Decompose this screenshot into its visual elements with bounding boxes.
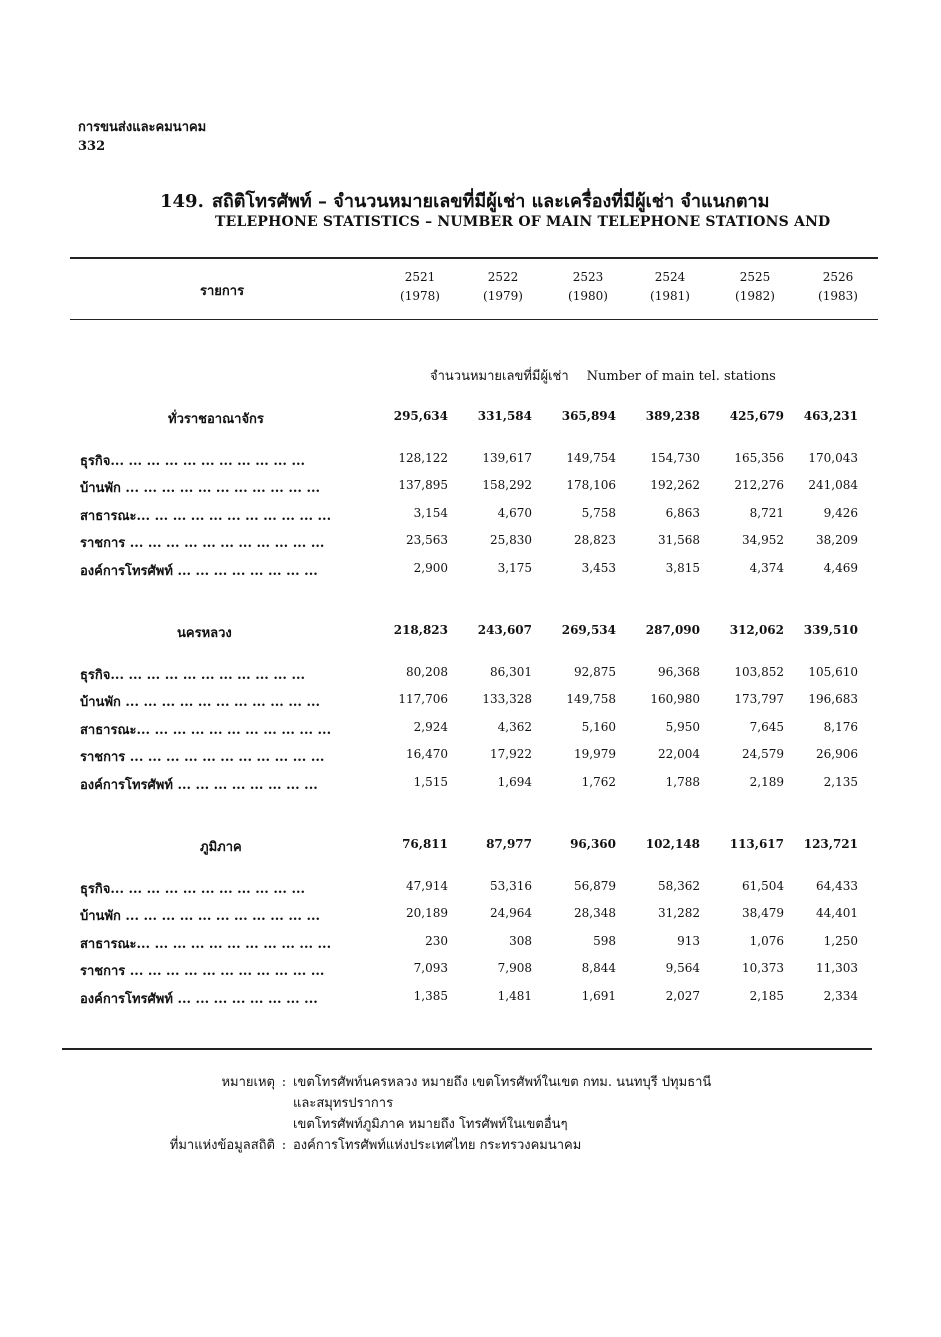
table-cell: 192,262	[650, 478, 700, 493]
year-be: 2523	[572, 270, 604, 284]
table-cell: 3,154	[413, 505, 448, 520]
remark-label: หมายเหตุ	[221, 1075, 275, 1090]
table-number: 149.	[160, 191, 204, 212]
year-be: 2526	[822, 270, 854, 284]
table-cell: 170,043	[808, 451, 858, 465]
table-row-label: องค์การโทรศัพท์ ... ... ... ... ... ... ... ...	[80, 777, 318, 793]
table-cell: 10,373	[742, 961, 784, 976]
table-cell: 23,563	[406, 533, 448, 548]
remark-line-1: หมายเหตุ : เขตโทรศัพท์นครหลวง หมายถึง เขตโทรศัพท์ในเขต กทม. นนทบุรี ปทุมธานี	[115, 1072, 711, 1093]
group-total-cell: 113,617	[729, 837, 784, 851]
table-cell: 92,875	[574, 665, 616, 679]
table-cell: 19,979	[574, 747, 616, 762]
table-cell: 28,823	[574, 533, 616, 548]
year-be: 2522	[487, 270, 519, 284]
table-row-label: ราชการ ... ... ... ... ... ... ... ... ... ... ...	[80, 964, 325, 980]
source-label: ที่มาแห่งข้อมูลสถิติ	[169, 1138, 275, 1153]
table-cell: 7,908	[497, 961, 532, 976]
table-cell: 22,004	[658, 747, 700, 762]
group-total-cell: 243,607	[477, 623, 532, 637]
table-row-label: บ้านพัก ... ... ... ... ... ... ... ... ... ... ...	[80, 909, 321, 925]
table-cell: 3,815	[665, 560, 700, 575]
table-row-label: ธุรกิจ... ... ... ... ... ... ... ... ... ... ...	[80, 668, 306, 683]
table-cell: 1,691	[581, 988, 616, 1003]
source-line: ที่มาแห่งข้อมูลสถิติ : องค์การโทรศัพท์แห่งประเทศไทย กระทรวงคมนาคม	[115, 1135, 711, 1156]
table-cell: 38,209	[816, 533, 858, 548]
year-column-header	[625, 268, 715, 306]
table-cell: 8,176	[823, 719, 858, 734]
year-column-header	[793, 268, 883, 306]
table-cell: 5,160	[581, 719, 616, 734]
group-total-cell: 269,534	[561, 623, 616, 637]
table-cell: 24,579	[742, 747, 784, 762]
table-cell: 9,564	[665, 961, 700, 976]
table-cell: 8,721	[749, 505, 784, 520]
bottom-rule	[62, 1048, 872, 1050]
table-cell: 598	[593, 933, 616, 948]
year-be: 2524	[654, 270, 686, 284]
table-cell: 11,303	[816, 961, 858, 976]
table-cell: 3,453	[581, 560, 616, 575]
table-cell: 4,374	[749, 560, 784, 575]
table-cell: 2,185	[749, 988, 784, 1003]
group-total-cell: 96,360	[570, 837, 616, 851]
group-total-cell: 218,823	[393, 623, 448, 637]
table-cell: 2,189	[749, 774, 784, 789]
group-total-cell: 287,090	[645, 623, 700, 637]
table-cell: 9,426	[823, 505, 858, 520]
table-cell: 4,362	[497, 719, 532, 734]
table-cell: 1,076	[749, 933, 784, 948]
table-cell: 103,852	[734, 665, 784, 679]
table-cell: 16,470	[406, 747, 448, 762]
header-bottom-rule	[70, 319, 878, 320]
table-cell: 47,914	[406, 879, 448, 893]
table-row-label: ราชการ ... ... ... ... ... ... ... ... ... ... ...	[80, 536, 325, 552]
table-cell: 1,515	[413, 774, 448, 789]
top-rule	[70, 257, 878, 259]
table-cell: 308	[509, 933, 532, 948]
table-cell: 117,706	[398, 692, 448, 707]
title-thai-text: สถิติโทรศัพท์ – จำนวนหมายเลขที่มีผู้เช่า และเครื่องที่มีผู้เช่า จำแนกตาม	[211, 191, 770, 212]
table-cell: 1,694	[497, 774, 532, 789]
group-total-cell: 76,811	[402, 837, 448, 851]
table-cell: 7,093	[413, 961, 448, 976]
source-text: องค์การโทรศัพท์แห่งประเทศไทย กระทรวงคมนาคม	[293, 1138, 582, 1153]
table-cell: 31,568	[658, 533, 700, 548]
year-ce: (1979)	[483, 289, 523, 303]
table-cell: 1,385	[413, 988, 448, 1003]
group-total-cell: 339,510	[803, 623, 858, 637]
table-row-label: องค์การโทรศัพท์ ... ... ... ... ... ... ... ...	[80, 563, 318, 579]
table-row-label: สาธารณะ... ... ... ... ... ... ... ... ... ... ...	[80, 722, 332, 738]
table-cell: 154,730	[650, 451, 700, 465]
table-cell: 25,830	[490, 533, 532, 548]
table-cell: 133,328	[482, 692, 532, 707]
table-cell: 230	[425, 933, 448, 948]
table-cell: 5,758	[581, 505, 616, 520]
year-column-header	[375, 268, 465, 306]
remark-text-2: และสมุทรปราการ	[293, 1096, 394, 1111]
group-total-cell: 389,238	[645, 409, 700, 423]
table-cell: 26,906	[816, 747, 858, 762]
table-cell: 149,754	[566, 451, 616, 465]
table-cell: 61,504	[742, 879, 784, 893]
table-cell: 80,208	[406, 665, 448, 679]
group-total-cell: 87,977	[486, 837, 532, 851]
group-total-cell: 102,148	[645, 837, 700, 851]
group-label: ทั่วราชอาณาจักร	[168, 412, 264, 427]
table-row-label: ธุรกิจ... ... ... ... ... ... ... ... ... ... ...	[80, 882, 306, 897]
table-cell: 5,950	[665, 719, 700, 734]
remark-text-3: เขตโทรศัพท์ภูมิภาค หมายถึง โทรศัพท์ในเขตอื่นๆ	[293, 1117, 568, 1132]
group-label: นครหลวง	[177, 626, 232, 641]
year-ce: (1980)	[568, 289, 608, 303]
table-cell: 3,175	[497, 560, 532, 575]
page-number: 332	[78, 139, 106, 154]
table-row-label: ธุรกิจ... ... ... ... ... ... ... ... ... ... ...	[80, 454, 306, 469]
table-cell: 44,401	[816, 906, 858, 921]
table-row-label: สาธารณะ... ... ... ... ... ... ... ... ... ... ...	[80, 936, 332, 952]
group-total-cell: 425,679	[729, 409, 784, 423]
table-cell: 34,952	[742, 533, 784, 548]
remark-line-3	[115, 1114, 711, 1135]
table-cell: 6,863	[665, 505, 700, 520]
table-cell: 2,924	[413, 719, 448, 734]
table-cell: 7,645	[749, 719, 784, 734]
table-row-label: ราชการ ... ... ... ... ... ... ... ... ... ... ...	[80, 750, 325, 766]
table-cell: 160,980	[650, 692, 700, 707]
subheading-thai: จำนวนหมายเลขที่มีผู้เช่า	[430, 369, 569, 384]
table-cell: 4,469	[823, 560, 858, 575]
table-cell: 1,250	[823, 933, 858, 948]
table-cell: 241,084	[808, 478, 858, 493]
table-cell: 86,301	[490, 665, 532, 679]
table-row-label: บ้านพัก ... ... ... ... ... ... ... ... ... ... ...	[80, 695, 321, 711]
year-ce: (1978)	[400, 289, 440, 303]
table-cell: 64,433	[816, 879, 858, 893]
table-cell: 165,356	[734, 451, 784, 465]
table-cell: 1,788	[665, 774, 700, 789]
group-total-cell: 365,894	[561, 409, 616, 423]
year-be: 2525	[739, 270, 771, 284]
remark-line-2	[115, 1093, 711, 1114]
table-cell: 2,334	[823, 988, 858, 1003]
section-title: การขนส่งและคมนาคม	[78, 120, 207, 135]
table-cell: 4,670	[497, 505, 532, 520]
table-row-label: บ้านพัก ... ... ... ... ... ... ... ... ... ... ...	[80, 481, 321, 497]
table-cell: 137,895	[398, 478, 448, 493]
table-row-label: องค์การโทรศัพท์ ... ... ... ... ... ... ... ...	[80, 991, 318, 1007]
table-cell: 58,362	[658, 879, 700, 893]
subheading-english: Number of main tel. stations	[586, 369, 776, 384]
table-cell: 96,368	[658, 665, 700, 679]
year-column-header	[458, 268, 548, 306]
group-total-cell: 463,231	[803, 409, 858, 423]
table-subheading	[430, 365, 776, 386]
table-row-label: สาธารณะ... ... ... ... ... ... ... ... ... ... ...	[80, 508, 332, 524]
table-cell: 139,617	[482, 451, 532, 465]
table-cell: 1,762	[581, 774, 616, 789]
group-total-cell: 312,062	[729, 623, 784, 637]
year-ce: (1982)	[735, 289, 775, 303]
table-cell: 56,879	[574, 879, 616, 893]
table-cell: 149,758	[566, 692, 616, 707]
group-label: ภูมิภาค	[200, 840, 242, 855]
table-cell: 173,797	[734, 692, 784, 707]
table-cell: 178,106	[566, 478, 616, 493]
table-cell: 38,479	[742, 906, 784, 921]
group-total-cell: 331,584	[477, 409, 532, 423]
item-column-header: รายการ	[200, 284, 245, 299]
table-cell: 17,922	[490, 747, 532, 762]
table-cell: 2,027	[665, 988, 700, 1003]
table-cell: 2,135	[823, 774, 858, 789]
table-cell: 8,844	[581, 961, 616, 976]
table-cell: 28,348	[574, 906, 616, 921]
table-title-thai	[160, 186, 769, 215]
group-total-cell: 295,634	[393, 409, 448, 423]
table-cell: 20,189	[406, 906, 448, 921]
table-title-english: TELEPHONE STATISTICS – NUMBER OF MAIN TELEPHONE STATIONS AND	[215, 214, 831, 230]
group-total-cell: 123,721	[803, 837, 858, 851]
table-cell: 105,610	[808, 665, 858, 679]
table-cell: 1,481	[497, 988, 532, 1003]
table-cell: 53,316	[490, 879, 532, 893]
table-cell: 24,964	[490, 906, 532, 921]
page-header	[78, 118, 206, 156]
table-cell: 196,683	[808, 692, 858, 707]
year-ce: (1983)	[818, 289, 858, 303]
remark-text-1: เขตโทรศัพท์นครหลวง หมายถึง เขตโทรศัพท์ในเขต กทม. นนทบุรี ปทุมธานี	[293, 1075, 712, 1090]
table-cell: 212,276	[734, 478, 784, 493]
table-cell: 913	[677, 933, 700, 948]
year-column-header	[543, 268, 633, 306]
year-ce: (1981)	[650, 289, 690, 303]
year-column-header	[710, 268, 800, 306]
year-be: 2521	[404, 270, 436, 284]
table-cell: 128,122	[398, 451, 448, 465]
table-notes	[115, 1072, 711, 1156]
table-cell: 158,292	[482, 478, 532, 493]
table-cell: 2,900	[413, 560, 448, 575]
table-cell: 31,282	[658, 906, 700, 921]
